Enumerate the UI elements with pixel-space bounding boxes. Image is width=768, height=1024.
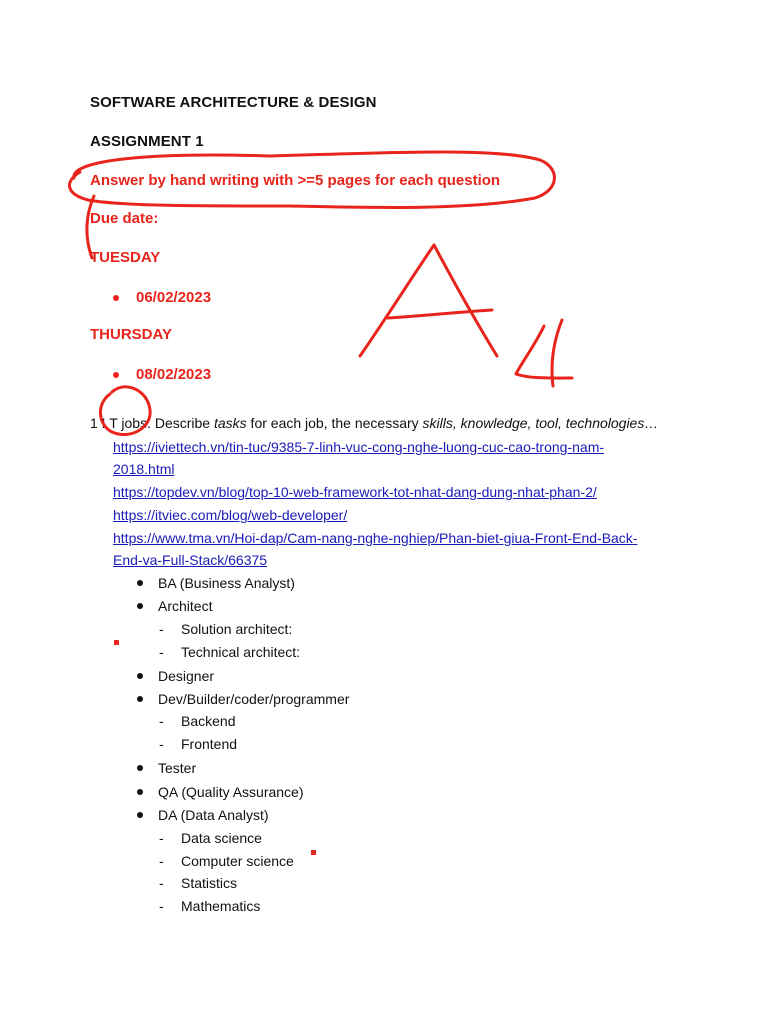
bullet-dot <box>113 295 119 301</box>
list-item: Dev/Builder/coder/programmer <box>158 691 349 707</box>
bullet-dot <box>137 673 143 679</box>
due-day-tuesday: TUESDAY <box>90 249 161 266</box>
list-subitem: - Solution architect: <box>159 621 293 637</box>
list-subitem: - Statistics <box>159 875 238 891</box>
link-tma-cont[interactable]: End-va-Full-Stack/66375 <box>113 552 268 568</box>
assignment-title: ASSIGNMENT 1 <box>90 133 204 150</box>
red-ink-dot <box>311 850 316 855</box>
link-itviec[interactable]: https://itviec.com/blog/web-developer/ <box>113 507 348 523</box>
list-subitem: - Computer science <box>159 853 294 869</box>
list-item: Architect <box>158 598 212 614</box>
link-iviettech-cont[interactable]: 2018.html <box>113 461 175 477</box>
list-item: BA (Business Analyst) <box>158 575 295 591</box>
bullet-dot <box>137 789 143 795</box>
document-title: SOFTWARE ARCHITECTURE & DESIGN <box>90 94 377 111</box>
list-item: Designer <box>158 668 214 684</box>
list-item: QA (Quality Assurance) <box>158 784 304 800</box>
bullet-dot <box>113 372 119 378</box>
list-subitem: - Frontend <box>159 736 238 752</box>
question-prefix: 1 I T jobs. Describe <box>90 415 214 431</box>
handwritten-A-bar <box>388 310 492 318</box>
bullet-dot <box>137 812 143 818</box>
list-item: Tester <box>158 760 196 776</box>
link-topdev[interactable]: https://topdev.vn/blog/top-10-web-framework-tot-nhat-dang-dung-nhat-phan-2/ <box>113 484 597 500</box>
handwritten-4 <box>516 326 572 378</box>
instruction-note: Answer by hand writing with >=5 pages for each question <box>90 172 501 189</box>
bullet-dot <box>137 765 143 771</box>
handwritten-4-stem <box>552 320 562 386</box>
question-1 <box>90 415 658 431</box>
list-item: DA (Data Analyst) <box>158 807 269 823</box>
bullet-dot <box>137 580 143 586</box>
due-date-label: Due date: <box>90 210 159 227</box>
bullet-dot <box>137 603 143 609</box>
list-subitem: - Backend <box>159 713 236 729</box>
handwritten-A <box>360 245 497 356</box>
question-skills: skills, knowledge, tool, technologies… <box>422 415 659 431</box>
list-subitem: - Technical architect: <box>159 644 301 660</box>
due-date-1-value: 06/02/2023 <box>136 289 212 306</box>
red-ink-dot <box>114 640 119 645</box>
link-iviettech[interactable]: https://iviettech.vn/tin-tuc/9385-7-linh-vuc-cong-nghe-luong-cuc-cao-trong-nam- <box>113 439 605 455</box>
list-subitem: - Data science <box>159 830 262 846</box>
list-subitem: - Mathematics <box>159 898 261 914</box>
due-date-2-value: 08/02/2023 <box>136 366 212 383</box>
link-tma[interactable]: https://www.tma.vn/Hoi-dap/Cam-nang-nghe-nghiep/Phan-biet-giua-Front-End-Back- <box>113 530 638 546</box>
question-tasks: tasks <box>213 415 247 431</box>
question-mid: for each job, the necessary <box>246 415 423 431</box>
bullet-dot <box>137 696 143 702</box>
due-day-thursday: THURSDAY <box>90 326 172 343</box>
